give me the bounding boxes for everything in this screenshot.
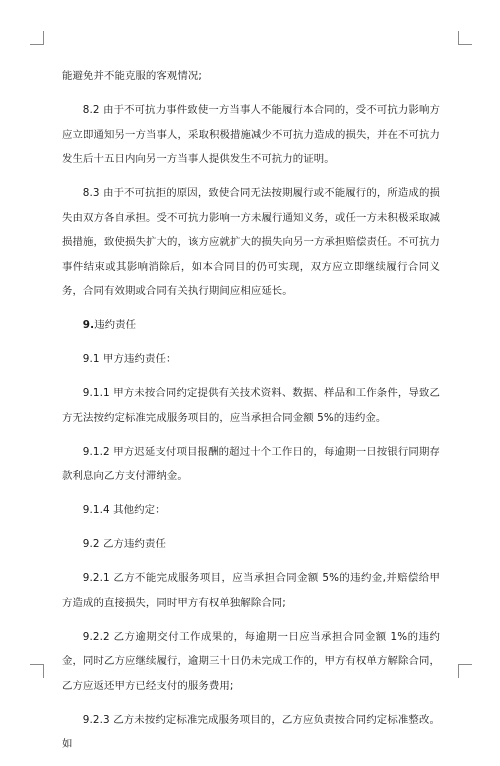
paragraph-9-2: 9.2 乙方违约责任 <box>82 538 166 550</box>
crop-mark-top-right <box>458 31 472 45</box>
paragraph-9-1-2: 9.1.2 甲方迟延支付项目报酬的超过十个工作日的，每逾期一日按银行同期存款利息向乙方支付滞纳金。 <box>62 445 440 482</box>
crop-mark-bottom-right <box>458 664 472 678</box>
paragraph-8-3: 8.3 由于不可抗拒的原因，致使合同无法按期履行或不能履行的，所造成的损失由双方各自承担。受不可抗力影响一方未履行通知义务，或任一方未积极采取减损措施，致使损失扩大的，该方应就扩大的损失向另一方承担赔偿责任。不可抗力事件结束或其影响消除后，如本合同目的仍可实现，双方应立即继续履行合同义务，合同有效期或合同有关执行期间应相应延长。 <box>62 187 440 297</box>
paragraph-9-1-1: 9.1.1 甲方未按合同约定提供有关技术资料、数据、样品和工作条件，导致乙方无法按约定标准完成服务项目的，应当承担合同金额 5%的违约金。 <box>62 387 440 424</box>
crop-mark-top-left <box>30 31 44 45</box>
paragraph-force-majeure-tail: 能避免并不能克服的客观情况; <box>62 70 202 82</box>
section-title: 违约责任 <box>94 319 137 331</box>
paragraph-9-2-1: 9.2.1 乙方不能完成服务项目，应当承担合同金额 5%的违约金,并赔偿给甲方造成的直接损失，同时甲方有权单独解除合同; <box>62 572 440 609</box>
crop-mark-bottom-left <box>30 664 44 678</box>
paragraph-8-2: 8.2 由于不可抗力事件致使一方当事人不能履行本合同的，受不可抗力影响方应立即通知另一方当事人，采取积极措施减少不可抗力造成的损失，并在不可抗力发生后十五日内向另一方当事人提供发生不可抗力的证明。 <box>62 104 440 165</box>
document-body <box>62 64 440 766</box>
section-number: 9. <box>82 319 95 331</box>
paragraph-9-2-2: 9.2.2 乙方逾期交付工作成果的，每逾期一日应当承担合同金额 1%的违约金，同时乙方应继续履行，逾期三十日仍未完成工作的，甲方有权单方解除合同，乙方应返还甲方已经支付的服务费用; <box>62 630 440 692</box>
paragraph-9-1-4: 9.1.4 其他约定： <box>82 504 166 516</box>
paragraph-9-1: 9.1 甲方违约责任： <box>82 353 177 365</box>
paragraph-9-2-3: 9.2.3 乙方未按约定标准完成服务项目的，乙方应负责按合同约定标准整改。如 <box>62 713 440 750</box>
section-heading-9 <box>62 313 440 338</box>
